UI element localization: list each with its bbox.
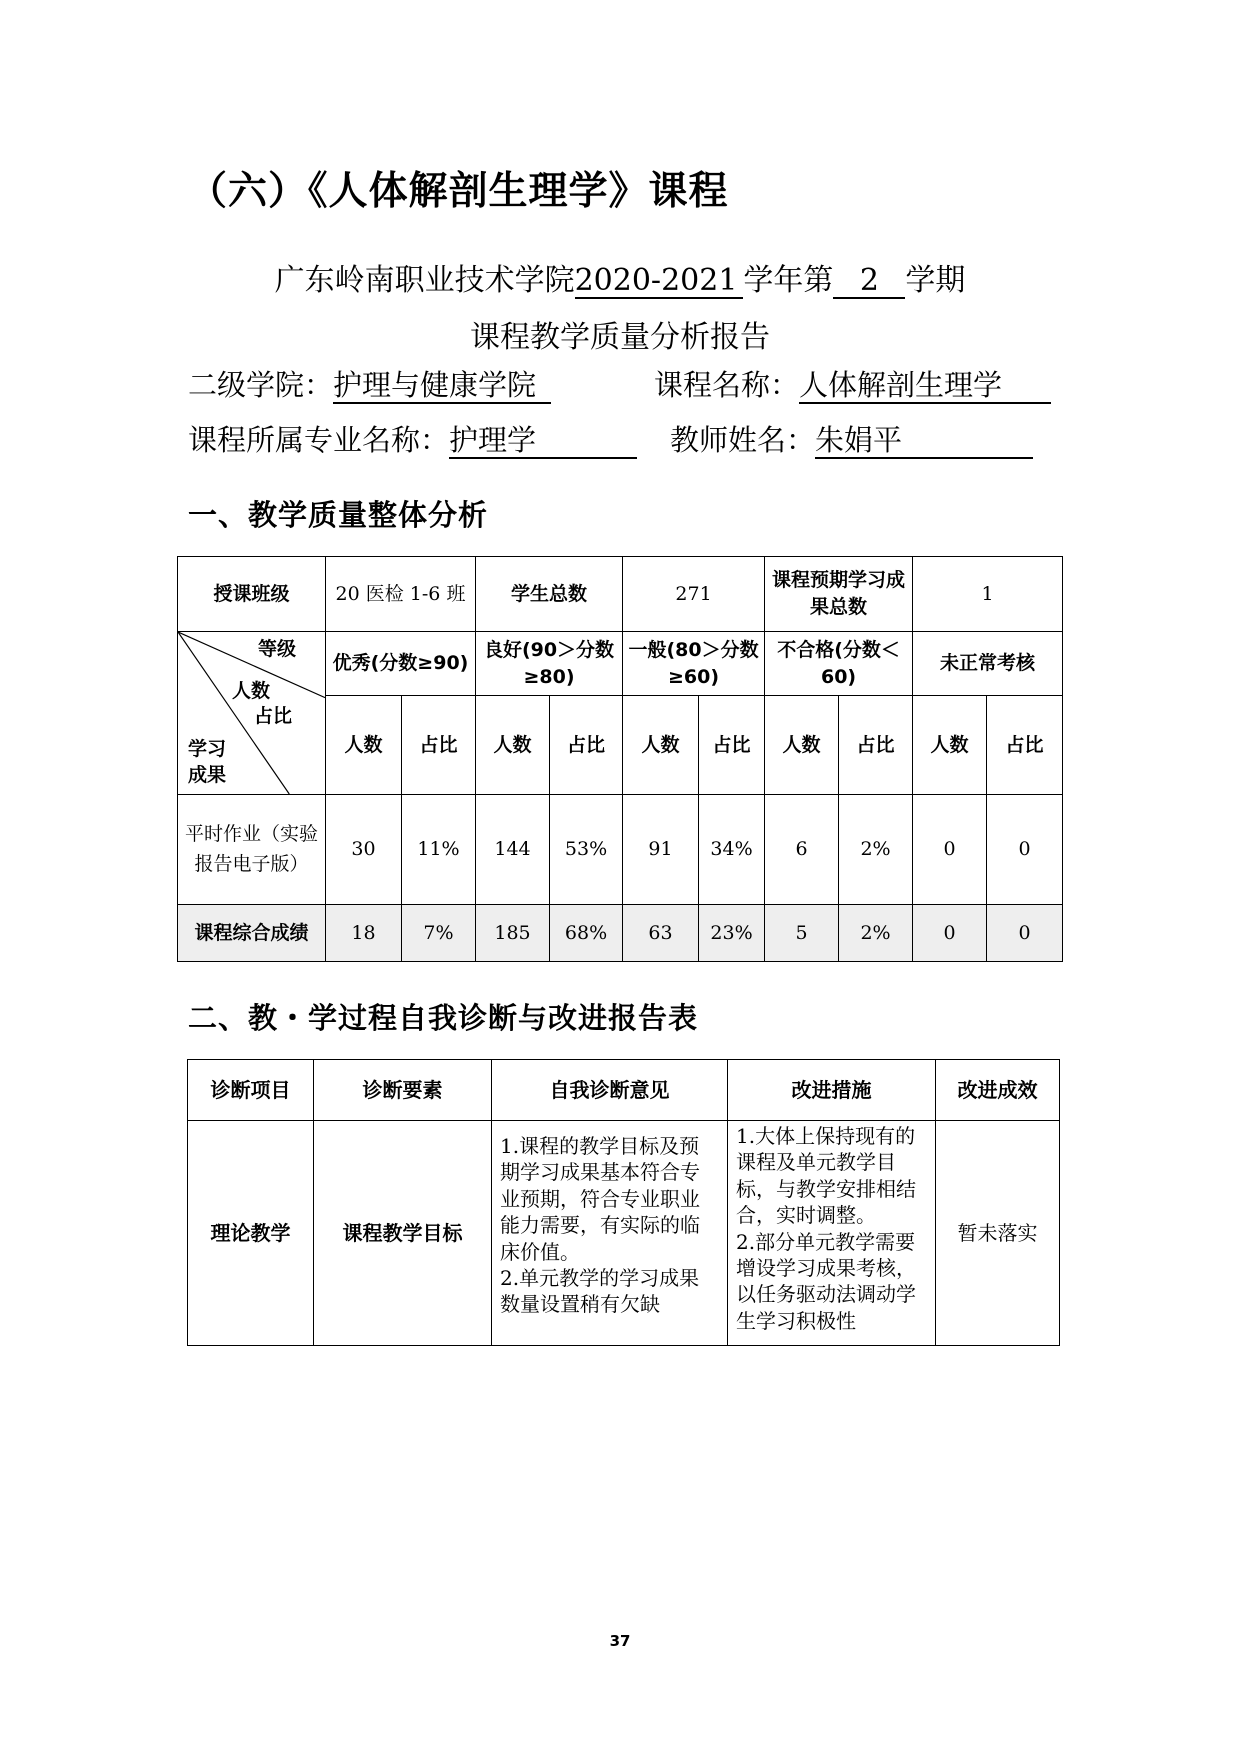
table-cell: 0	[987, 795, 1063, 905]
header-self-opinion: 自我诊断意见	[492, 1060, 728, 1121]
part2-heading: 二、教・学过程自我诊断与改进报告表	[188, 1001, 699, 1035]
school-name: 广东岭南职业技术学院	[274, 263, 575, 298]
table-row	[188, 1121, 1060, 1346]
table-cell: 53%	[550, 795, 623, 905]
row-name-overall: 课程综合成绩	[178, 905, 326, 962]
table-cell: 30	[326, 795, 402, 905]
improvement-effect: 暂未落实	[936, 1121, 1060, 1346]
students-label: 学生总数	[476, 557, 623, 632]
students-value: 271	[623, 557, 765, 632]
teacher-label: 教师姓名：	[670, 423, 816, 457]
grade-absent: 未正常考核	[913, 632, 1063, 696]
major-label: 课程所属专业名称：	[188, 423, 450, 457]
grade-header-row	[178, 632, 1063, 696]
class-info-row	[178, 557, 1063, 632]
sub-count: 人数	[913, 696, 987, 795]
table-cell: 2%	[839, 795, 913, 905]
table-cell: 0	[913, 905, 987, 962]
table-cell: 7%	[402, 905, 476, 962]
diag-ratio-label: 占比	[254, 705, 293, 727]
academic-years: 2020-2021	[575, 265, 744, 299]
report-subtitle: 课程教学质量分析报告	[470, 320, 770, 355]
table-cell: 68%	[550, 905, 623, 962]
major-value: 护理学	[449, 425, 637, 459]
diag-grade-label: 等级	[258, 638, 297, 660]
course-label: 课程名称：	[654, 368, 800, 402]
diagnosis-header-row	[188, 1060, 1060, 1121]
sub-count: 人数	[765, 696, 839, 795]
sub-ratio: 占比	[839, 696, 913, 795]
year-word: 学年第	[743, 263, 834, 298]
grade-good: 良好(90＞分数≥80)	[476, 632, 623, 696]
diag-outcome-label-1: 学习	[188, 738, 227, 760]
section-title: （六）《人体解剖生理学》课程	[188, 169, 729, 214]
table-row	[178, 795, 1063, 905]
table-cell: 0	[987, 905, 1063, 962]
course-value: 人体解剖生理学	[799, 370, 1051, 404]
header-improvement-measures: 改进措施	[728, 1060, 936, 1121]
table-cell: 144	[476, 795, 550, 905]
table-cell: 91	[623, 795, 699, 905]
page-number: 37	[609, 1632, 631, 1650]
improvement-measures-text: 1.大体上保持现有的课程及单元教学目标，与教学安排相结合，实时调整。 2.部分单元教学需要增设学习成果考核，以任务驱动法调动学生学习积极性	[728, 1121, 936, 1346]
header-improvement-effect: 改进成效	[936, 1060, 1060, 1121]
table-cell: 6	[765, 795, 839, 905]
teacher-field	[670, 418, 1033, 459]
row-name-homework: 平时作业（实验报告电子版）	[178, 795, 326, 905]
grade-excellent: 优秀(分数≥90)	[326, 632, 476, 696]
table-cell: 2%	[839, 905, 913, 962]
diag-outcome-label-2: 成果	[188, 764, 227, 786]
diagonal-header-cell	[178, 632, 326, 795]
term-number: 2	[833, 265, 905, 299]
college-field	[188, 363, 551, 404]
diagnosis-item: 理论教学	[188, 1121, 314, 1346]
table-cell: 5	[765, 905, 839, 962]
sub-ratio: 占比	[402, 696, 476, 795]
teacher-value: 朱娟平	[815, 425, 1033, 459]
sub-count: 人数	[476, 696, 550, 795]
self-opinion-text: 1.课程的教学目标及预期学习成果基本符合专业预期，符合专业职业能力需要，有实际的临床价值。 2.单元教学的学习成果数量设置稍有欠缺	[492, 1121, 728, 1346]
class-value: 20 医检 1-6 班	[326, 557, 476, 632]
table-cell: 34%	[699, 795, 765, 905]
header-diagnosis-element: 诊断要素	[314, 1060, 492, 1121]
sub-ratio: 占比	[987, 696, 1063, 795]
outcomes-label: 课程预期学习成果总数	[765, 557, 913, 632]
table-cell: 185	[476, 905, 550, 962]
quality-analysis-table	[177, 556, 1063, 962]
part1-heading: 一、教学质量整体分析	[188, 498, 489, 532]
college-value: 护理与健康学院	[333, 370, 551, 404]
outcomes-value: 1	[913, 557, 1063, 632]
header-diagnosis-item: 诊断项目	[188, 1060, 314, 1121]
diagnosis-element: 课程教学目标	[314, 1121, 492, 1346]
sub-ratio: 占比	[550, 696, 623, 795]
grade-fail: 不合格(分数＜60)	[765, 632, 913, 696]
sub-count: 人数	[326, 696, 402, 795]
table-cell: 0	[913, 795, 987, 905]
self-diagnosis-table	[187, 1059, 1060, 1346]
table-cell: 11%	[402, 795, 476, 905]
class-label: 授课班级	[178, 557, 326, 632]
table-cell: 18	[326, 905, 402, 962]
grade-average: 一般(80＞分数≥60)	[623, 632, 765, 696]
table-row	[178, 905, 1063, 962]
sub-count: 人数	[623, 696, 699, 795]
report-title-line	[0, 255, 1240, 299]
table-cell: 23%	[699, 905, 765, 962]
college-label: 二级学院：	[188, 368, 334, 402]
diag-count-label: 人数	[232, 680, 271, 702]
major-field	[188, 418, 637, 459]
term-word: 学期	[905, 263, 966, 298]
sub-ratio: 占比	[699, 696, 765, 795]
table-cell: 63	[623, 905, 699, 962]
course-field	[654, 363, 1051, 404]
